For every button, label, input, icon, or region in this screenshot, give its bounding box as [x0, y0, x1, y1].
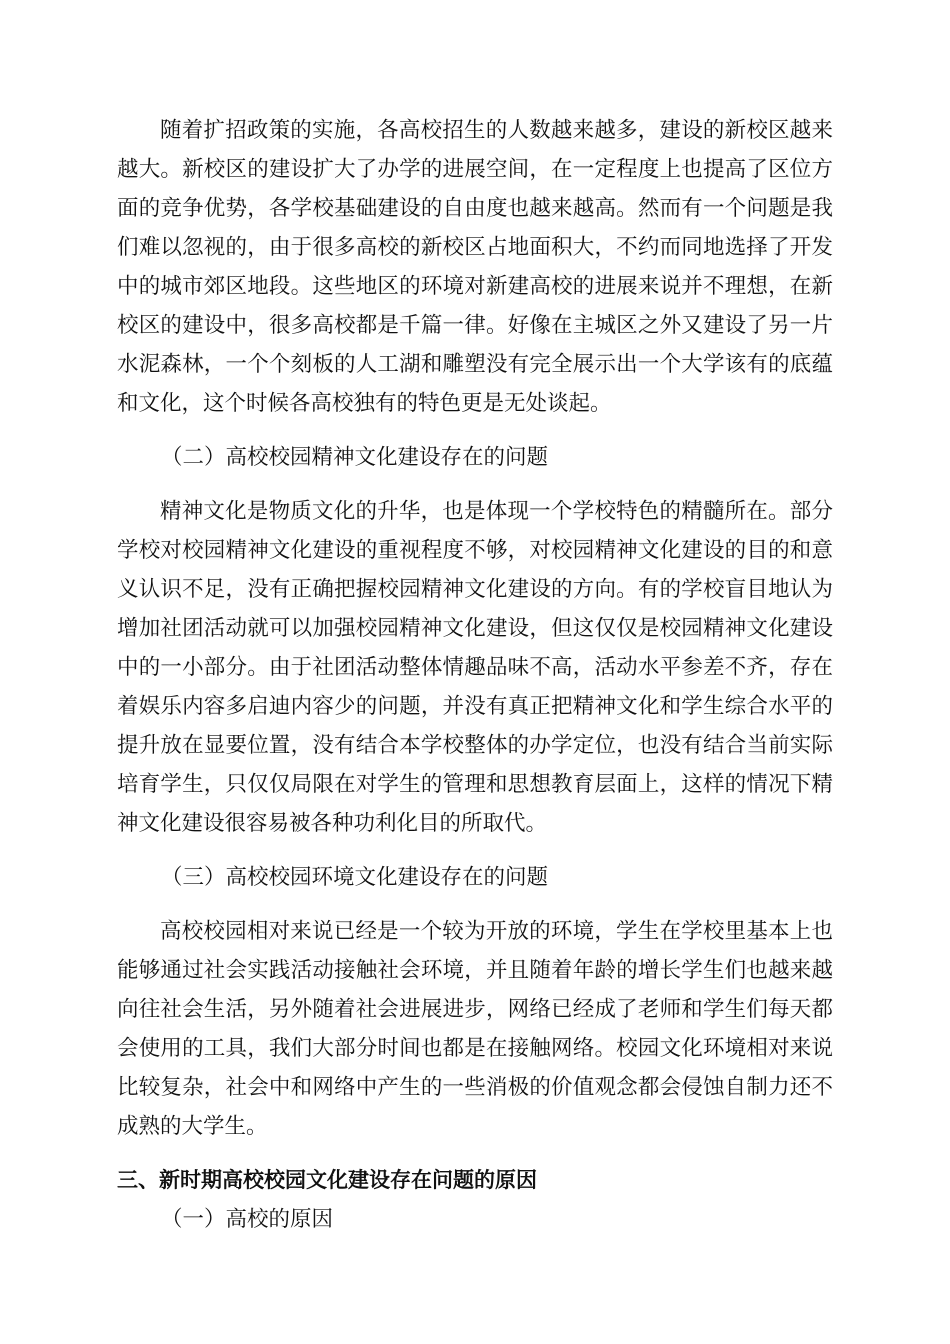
- document-page: [117, 111, 833, 1239]
- subheading-environment-culture: （三）高校校园环境文化建设存在的问题: [161, 865, 549, 890]
- section-heading-causes: 三、新时期高校校园文化建设存在问题的原因: [117, 1168, 537, 1192]
- paragraph-spiritual-culture: 精神文化是物质文化的升华，也是体现一个学校特色的精髓所在。部分学校对校园精神文化建设的重视程度不够，对校园精神文化建设的目的和意义认识不足，没有正确把握校园精神文化建设的方向。有的学校盲目地认为增加社团活动就可以加强校园精神文化建设，但这仅仅是校园精神文化建设中的一小部分。由于社团活动整体情趣品味不高，活动水平参差不齐，存在着娱乐内容多启迪内容少的问题，并没有真正把精神文化和学生综合水平的提升放在显要位置，没有结合本学校整体的办学定位，也没有结合当前实际培育学生，只仅仅局限在对学生的管理和思想教育层面上，这样的情况下精神文化建设很容易被各种功利化目的所取代。: [117, 499, 833, 836]
- subheading-spiritual-culture: （二）高校校园精神文化建设存在的问题: [161, 445, 549, 470]
- paragraph-campus-construction: 随着扩招政策的实施，各高校招生的人数越来越多，建设的新校区越来越大。新校区的建设扩大了办学的进展空间，在一定程度上也提高了区位方面的竞争优势，各学校基础建设的自由度也越来越高。然而有一个问题是我们难以忽视的，由于很多高校的新校区占地面积大，不约而同地选择了开发中的城市郊区地段。这些地区的环境对新建高校的进展来说并不理想，在新校区的建设中，很多高校都是千篇一律。好像在主城区之外又建设了另一片水泥森林，一个个刻板的人工湖和雕塑没有完全展示出一个大学该有的底蕴和文化，这个时候各高校独有的特色更是无处谈起。: [117, 118, 833, 416]
- subheading-university-causes: （一）高校的原因: [161, 1207, 334, 1232]
- paragraph-environment-culture: 高校校园相对来说已经是一个较为开放的环境，学生在学校里基本上也能够通过社会实践活动接触社会环境，并且随着年龄的增长学生们也越来越向往社会生活，另外随着社会进展进步，网络已经成了老师和学生们每天都会使用的工具，我们大部分时间也都是在接触网络。校园文化环境相对来说比较复杂，社会中和网络中产生的一些消极的价值观念都会侵蚀自制力还不成熟的大学生。: [117, 919, 833, 1139]
